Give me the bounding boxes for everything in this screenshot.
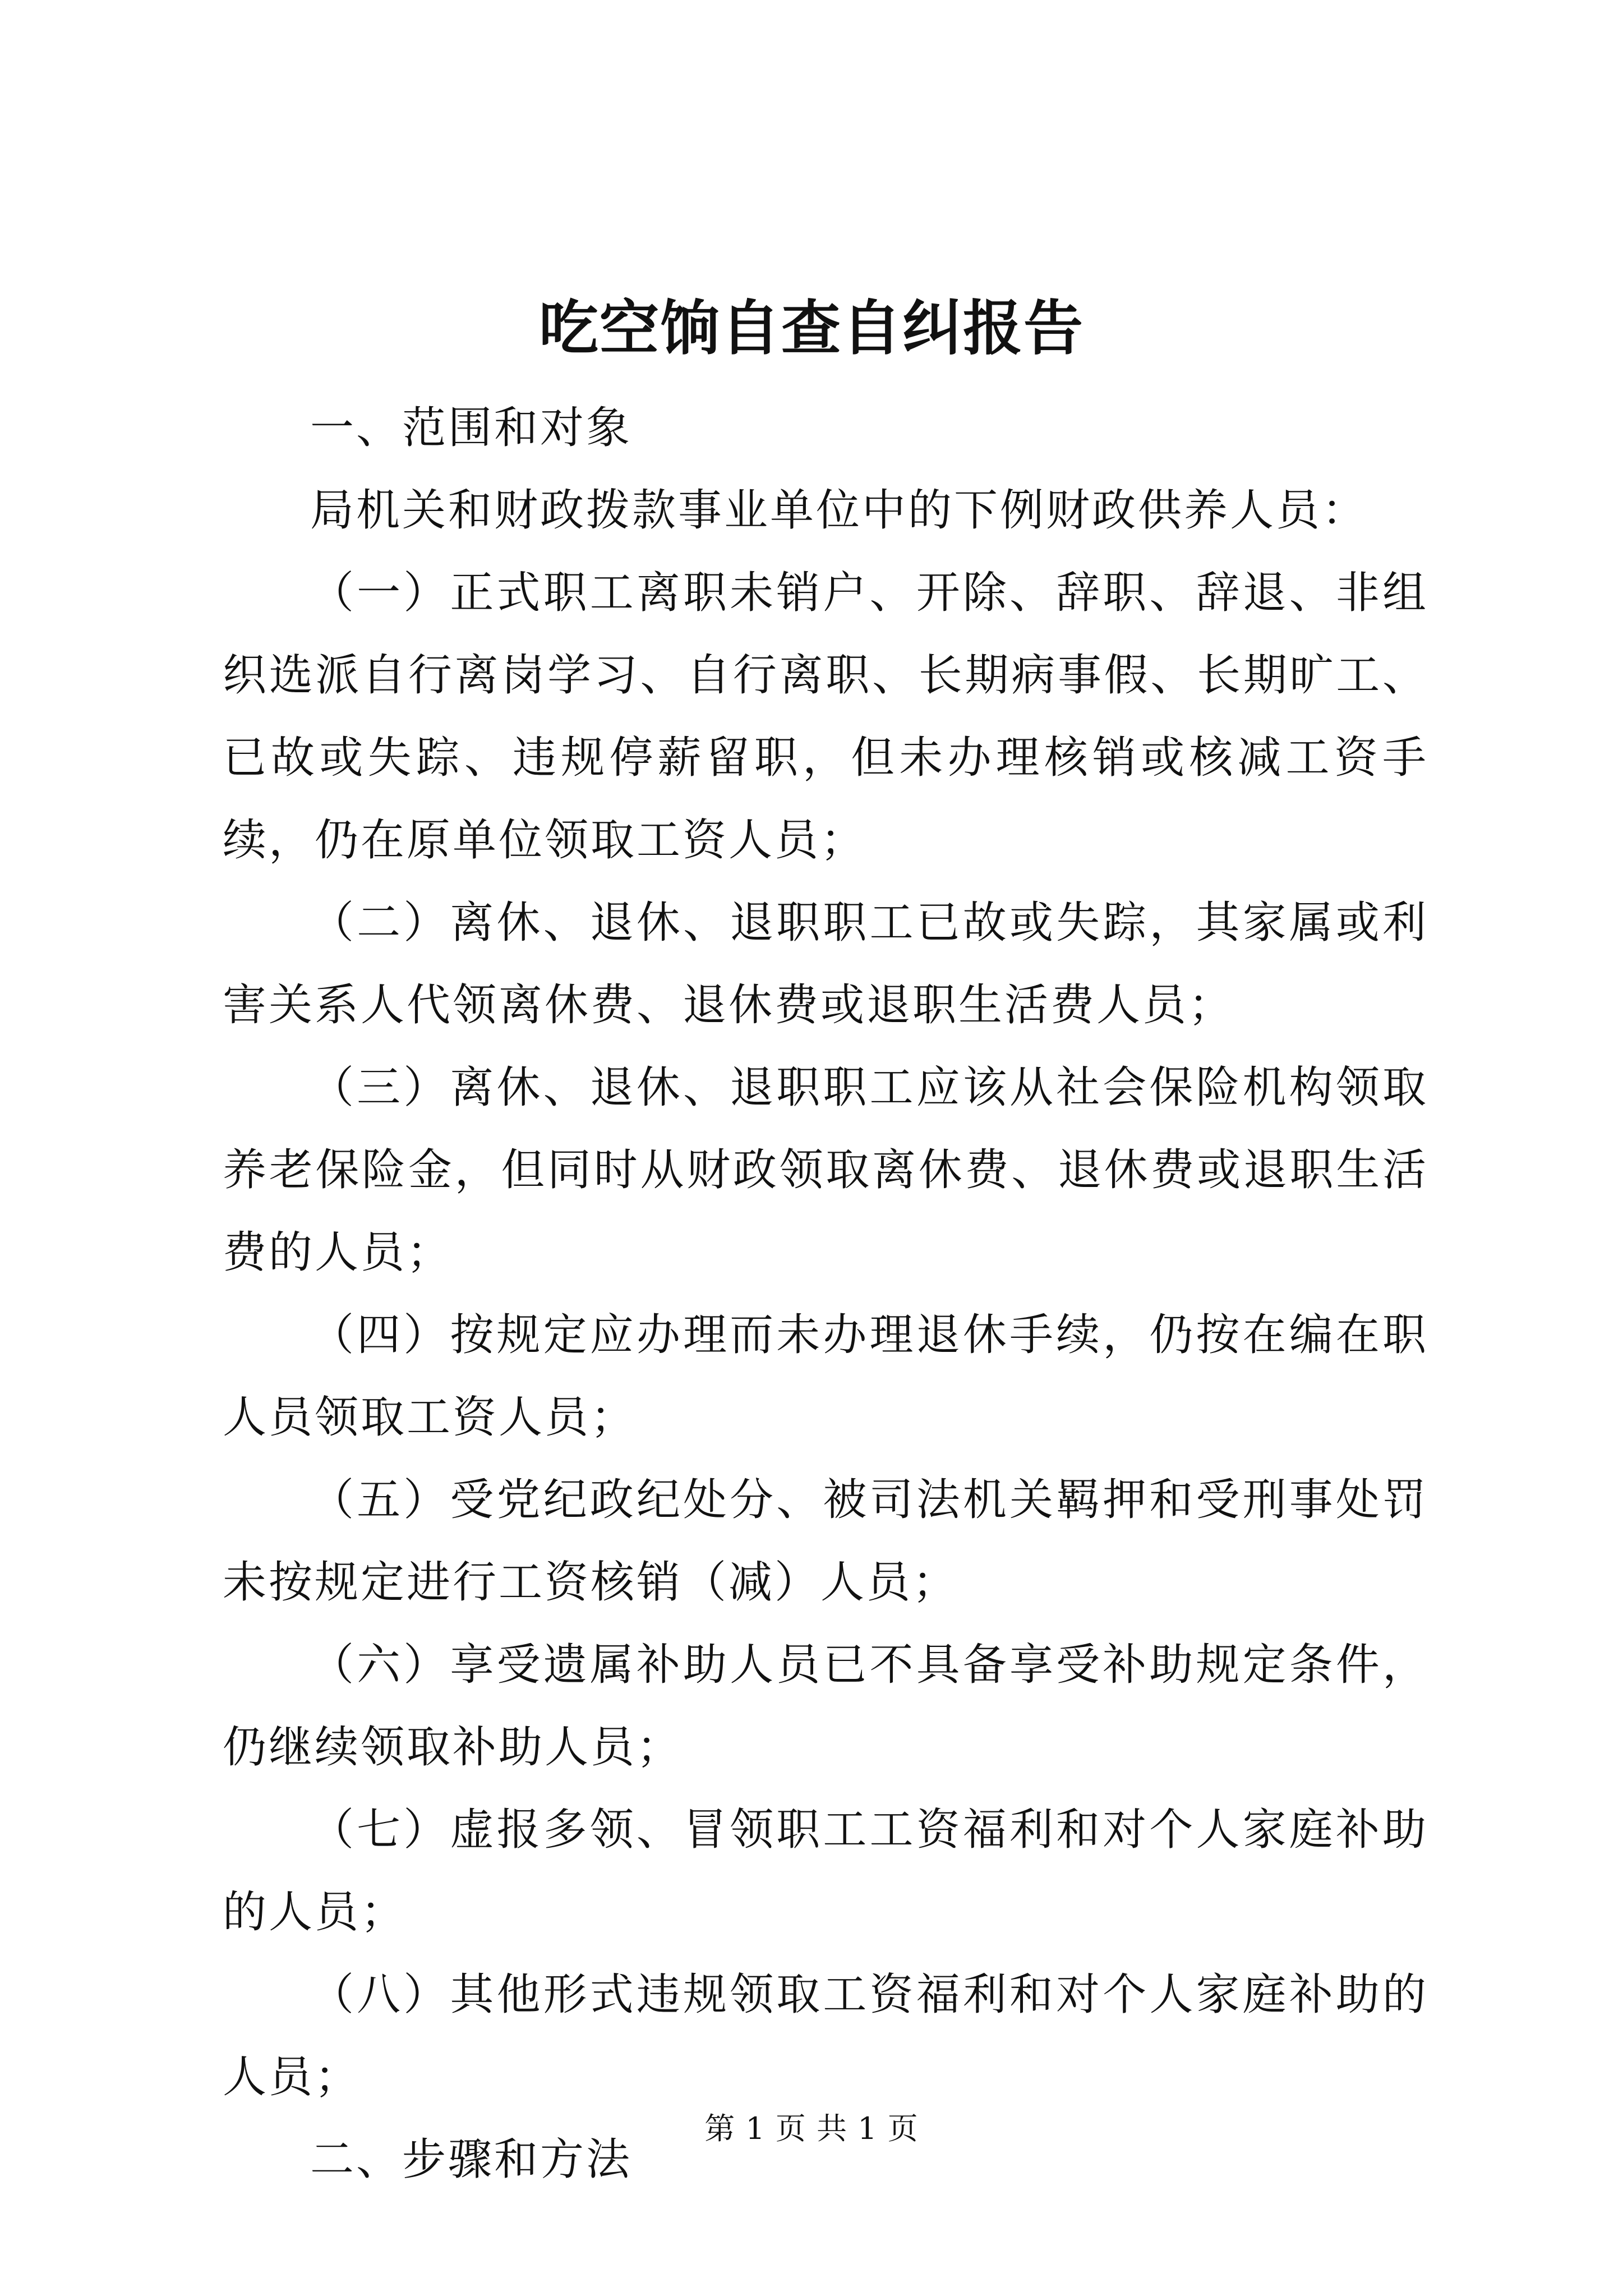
document-body (223, 387, 1428, 2201)
paragraph-intro: 局机关和财政拨款事业单位中的下例财政供养人员： (310, 485, 1368, 536)
list-item-2: （二）离休、退休、退职职工已故或失踪，其家属或利害关系人代领离休费、退休费或退职生活费人员； (223, 898, 1428, 1030)
list-item-5: （五）受党纪政纪处分、被司法机关羁押和受刑事处罚未按规定进行工资核销（减）人员； (223, 1475, 1428, 1608)
list-item-3: （三）离休、退休、退职职工应该从社会保险机构领取养老保险金，但同时从财政领取离休费、退休费或退职生活费的人员； (223, 1062, 1428, 1278)
list-item-6: （六）享受遗属补助人员已不具备享受补助规定条件，仍继续领取补助人员； (223, 1640, 1428, 1773)
page-footer: 第 1 页 共 1 页 (704, 2111, 919, 2146)
section-heading-steps: 二、步骤和方法 (310, 2134, 633, 2185)
document-title: 吃空饷自查自纠报告 (539, 293, 1084, 363)
list-item-1: （一）正式职工离职未销户、开除、辞职、辞退、非组织选派自行离岗学习、自行离职、长期病事假、长期旷工、已故或失踪、违规停薪留职，但未办理核销或核减工资手续，仍在原单位领取工资人员； (223, 568, 1428, 866)
list-item-8: （八）其他形式违规领取工资福利和对个人家庭补助的人员； (223, 1970, 1428, 2102)
section-heading-scope: 一、范围和对象 (310, 403, 633, 453)
list-item-7: （七）虚报多领、冒领职工工资福利和对个人家庭补助的人员； (223, 1805, 1428, 1938)
list-item-4: （四）按规定应办理而未办理退休手续，仍按在编在职人员领取工资人员； (223, 1310, 1428, 1443)
